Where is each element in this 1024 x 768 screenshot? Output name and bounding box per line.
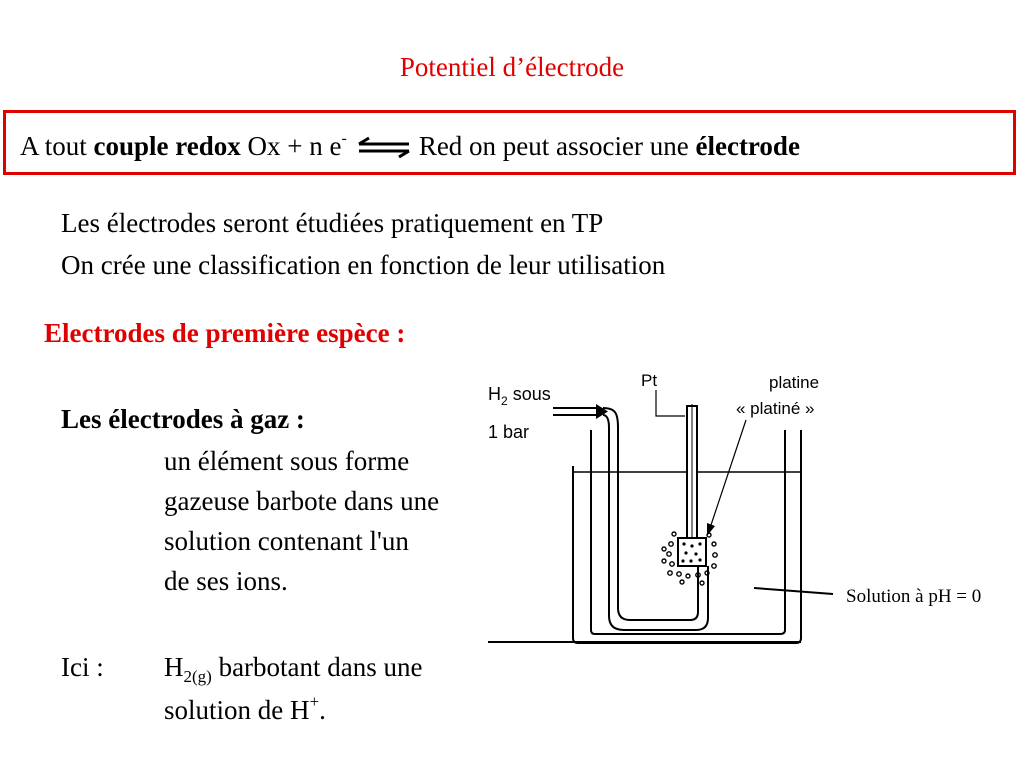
platine-arrow-line: [710, 420, 746, 528]
pt-leader-line: [656, 390, 685, 416]
electron-charge: -: [341, 130, 347, 147]
platine-label-line-2: « platiné »: [736, 399, 815, 418]
definition-term: couple redox: [93, 131, 241, 161]
hydrogen-electrode-diagram: [478, 368, 1018, 658]
example-rest: barbotant dans une: [211, 652, 423, 682]
solution-leader-line: [754, 588, 833, 594]
section-heading: Electrodes de première espèce :: [44, 318, 406, 348]
h2-label: $H_2$ sous: [488, 384, 551, 408]
pressure-label: 1 bar: [488, 422, 530, 442]
platine-label-line-1: platine: [769, 373, 820, 392]
example-h-subscript: 2(g): [183, 667, 212, 686]
definition-ox: Ox + n e: [240, 131, 342, 161]
example-label: Ici :: [61, 652, 104, 682]
example-line-1: [164, 652, 423, 687]
intro-line-1: Les électrodes seront étudiées pratiquement en TP: [61, 208, 604, 238]
equilibrium-arrow-icon: [355, 136, 413, 158]
intro-line-2: On crée une classification en fonction de leur utilisation: [61, 250, 666, 280]
gas-line-1: un élément sous forme: [164, 446, 410, 476]
example-line2-suffix: .: [319, 695, 326, 725]
gas-heading: Les électrodes à gaz :: [61, 404, 305, 434]
page-title: Potentiel d’électrode: [399, 52, 625, 82]
definition-line: [20, 130, 800, 162]
solution-label: Solution à pH = 0: [846, 586, 982, 607]
gas-inlet-arrow-icon: [553, 404, 608, 419]
example-h: H: [164, 652, 184, 682]
example-line2-superscript: +: [309, 692, 320, 711]
definition-red-text: Red on peut associer une: [418, 131, 696, 161]
example-line2-prefix: solution de H: [164, 695, 310, 725]
pt-label: Pt: [641, 371, 658, 390]
example-line-2: [164, 692, 326, 726]
gas-line-4: de ses ions.: [164, 566, 288, 596]
gas-line-3: solution contenant l'un: [164, 526, 409, 556]
gas-line-2: gazeuse barbote dans une: [164, 486, 440, 516]
definition-prefix: A tout: [20, 131, 94, 161]
definition-electrode: électrode: [695, 131, 800, 161]
